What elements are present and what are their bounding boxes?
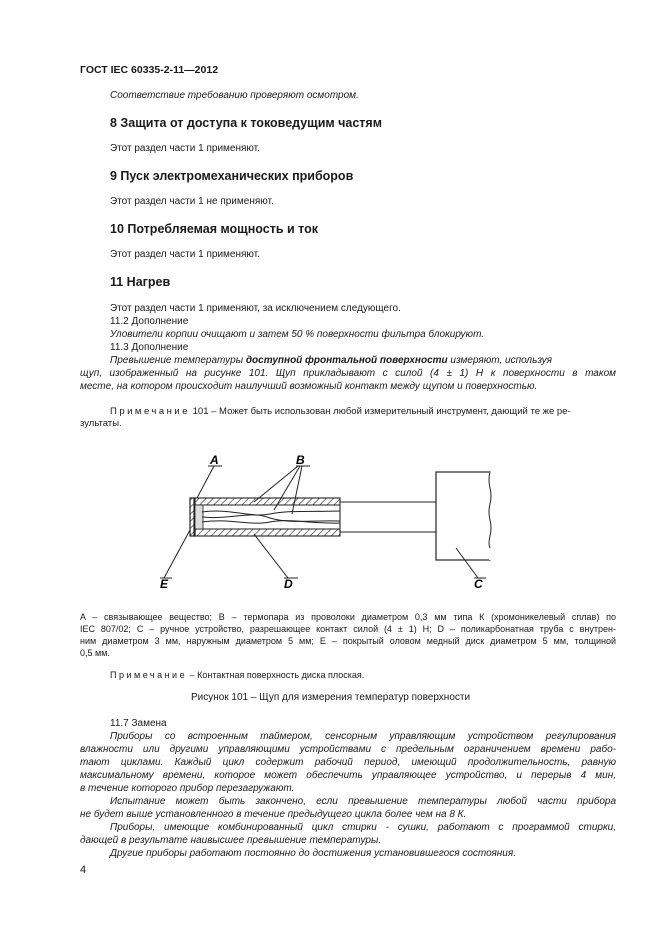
s11-7-line-9: дающей в результате наивысшее превышение температуры. (80, 835, 382, 846)
figure-note-label: Примечание (110, 670, 188, 680)
figure-legend-line2: IEC 807/02; C – ручное устройство, разрешающее контакт силой (4 ± 1) Н; D – поликарбонатная труба с внутрен- (80, 624, 616, 634)
subsection-11-3-line3: месте, на котором происходит наилучший возможный контакт между щупом и поверхностью. (80, 381, 538, 392)
figure-note-text: – Контактная поверхность диска плоская. (187, 670, 365, 680)
note-text: 101 – Может быть использован любой измерительный инструмент, дающий те же ре- (190, 406, 571, 417)
s11-7-line-5: в течение которого прибор перезагружают. (80, 783, 295, 794)
section-11-heading: 11 Нагрев (110, 275, 171, 289)
subsection-11-3-line1 (110, 355, 616, 368)
s11-7-line-10: Другие приборы работают постоянно до достижения установившегося состояния. (110, 848, 516, 859)
figure-note (110, 669, 364, 681)
note-101-continuation: зультаты. (80, 418, 122, 429)
label-b: B (296, 453, 305, 467)
s11-7-line-4: максимальному времени, которое может обеспечить управляющее устройство, и перерыв 4 мин, (80, 770, 616, 781)
subsection-11-3-title: 11.3 Дополнение (110, 342, 189, 353)
section-10-heading: 10 Потребляемая мощность и ток (110, 222, 318, 236)
label-c: C (474, 577, 483, 590)
s11-7-line-7: не будет выше установленного в течение предыдущего цикла более чем на 8 К. (80, 809, 467, 820)
subsection-11-2-text: Уловители корпии очищают и затем 50 % поверхности фильтра блокируют. (110, 329, 485, 340)
s11-7-line-3: тают циклами. Каждый цикл содержит рабочий период, имеющий продолжительность, равную (80, 757, 616, 768)
s11-7-line-1: Приборы со встроенным таймером, сенсорным управляющим устройством регулирования (110, 731, 616, 742)
handle-device (436, 472, 490, 560)
s11-3-line1-part-b: измеряют, используя (447, 355, 552, 366)
figure-caption: Рисунок 101 – Щуп для измерения температур поверхности (190, 692, 471, 703)
subsection-11-2-title: 11.2 Дополнение (110, 316, 189, 327)
copper-disc (190, 498, 195, 536)
page-number: 4 (80, 864, 87, 876)
figure-legend-line3: ним диаметром 3 мм, наружным диаметром 5 мм; E – покрытый оловом медный диск диаметром 5 мм, толщиной (80, 636, 616, 646)
label-e: E (160, 577, 169, 590)
accessible-front-surface-term: доступной фронтальной поверхности (245, 355, 448, 366)
note-label: Примечание (110, 406, 190, 417)
section-8-heading: 8 Защита от доступа к токоведущим частям (110, 116, 382, 130)
label-d: D (284, 577, 293, 590)
binding-substance (195, 505, 203, 529)
subsection-11-3-line2: щуп, изображенный на рисунке 101. Щуп прикладывают с силой (4 ± 1) Н к поверхности в таком (80, 368, 616, 379)
s11-7-line-6: Испытание может быть закончено, если превышение температуры любой части прибора (110, 796, 616, 807)
section-11-text: Этот раздел части 1 применяют, за исключением следующего. (110, 303, 401, 314)
probe-figure (150, 448, 510, 590)
subsection-11-7-title: 11.7 Замена (110, 718, 167, 729)
s11-7-line-2: влажности или другими управляющими устройствами с предельным ограничением времени рабо- (80, 744, 616, 755)
figure-legend-line4: 0,5 мм. (80, 648, 110, 658)
compliance-text: Соответствие требованию проверяют осмотром. (110, 90, 359, 101)
figure-legend-line1: A – связывающее вещество; B – термопара из проволоки диаметром 0,3 мм типа К (хромоникелевый сплав) по (80, 612, 616, 622)
section-10-text: Этот раздел части 1 применяют. (110, 249, 260, 260)
section-9-heading: 9 Пуск электромеханических приборов (110, 169, 354, 183)
section-9-text: Этот раздел части 1 не применяют. (110, 196, 274, 207)
label-a: A (210, 453, 219, 467)
section-8-text: Этот раздел части 1 применяют. (110, 143, 260, 154)
s11-3-line1-part-a: Превышение температуры (110, 355, 246, 366)
s11-7-line-8: Приборы, имеющие комбинированный цикл стирки - сушки, работают с программой стирки, (110, 822, 616, 833)
note-101 (110, 406, 616, 418)
document-header: ГОСТ IEC 60335-2-11—2012 (80, 64, 219, 76)
